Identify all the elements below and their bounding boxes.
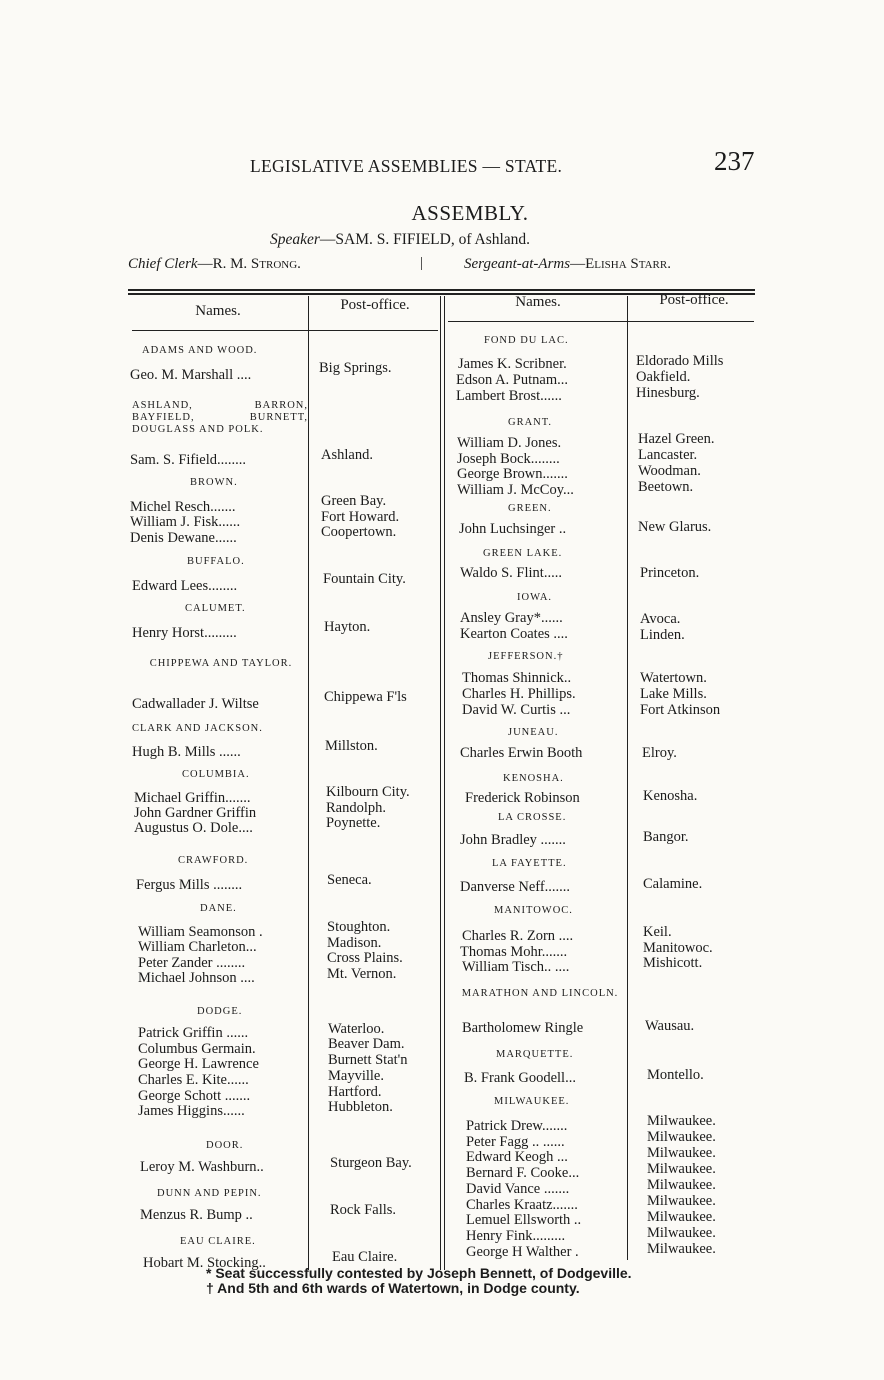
member-name: Thomas Mohr....... <box>460 944 568 960</box>
member-post-office: Milwaukee. <box>647 1241 716 1257</box>
member-post-office: Watertown. <box>640 670 707 686</box>
footnote-watertown-wards: † And 5th and 6th wards of Watertown, in Dodge county. <box>206 1280 580 1296</box>
member-post-office: Milwaukee. <box>647 1209 716 1225</box>
sergeant-label: Sergeant-at-Arms <box>464 256 571 272</box>
member-post-office: Oakfield. <box>636 369 691 385</box>
member-name: B. Frank Goodell... <box>464 1070 576 1086</box>
county-heading: BROWN. <box>190 477 238 488</box>
county-heading: JEFFERSON.† <box>488 651 564 662</box>
member-post-office: Linden. <box>640 627 685 643</box>
county-heading: DODGE. <box>197 1006 243 1017</box>
member-name: George Brown....... <box>457 466 568 482</box>
county-heading: LA FAYETTE. <box>492 858 567 869</box>
center-divider-a <box>440 296 441 1270</box>
table-top-rule <box>128 289 755 291</box>
member-post-office: Stoughton. <box>327 919 391 935</box>
member-name: Henry Horst......... <box>132 625 237 641</box>
member-post-office: Lancaster. <box>638 447 698 463</box>
member-name: Columbus Germain. <box>138 1041 256 1057</box>
member-name: James K. Scribner. <box>458 356 567 372</box>
officers-separator: | <box>420 255 424 271</box>
county-heading: BUFFALO. <box>187 556 245 567</box>
county-heading: IOWA. <box>517 592 553 603</box>
county-heading: CALUMET. <box>185 603 246 614</box>
member-name: Michael Griffin....... <box>134 790 251 806</box>
member-name: Charles Kraatz....... <box>466 1197 578 1213</box>
left-names-header: Names. <box>195 303 241 319</box>
chief-clerk-name: R. M. Strong. <box>212 256 301 272</box>
member-name: George H Walther . <box>466 1244 579 1260</box>
speaker-dash: — <box>319 231 336 248</box>
member-post-office: Beetown. <box>638 479 694 495</box>
member-name: Henry Fink......... <box>466 1228 566 1244</box>
member-post-office: Milwaukee. <box>647 1225 716 1241</box>
county-heading: ASHLAND, BARRON, BAYFIELD, BURNETT, DOUGLASS AND POLK. <box>132 400 308 435</box>
county-heading: EAU CLAIRE. <box>180 1236 256 1247</box>
member-name: Peter Fagg .. ...... <box>466 1134 565 1150</box>
header-bottom-rule-right <box>448 321 754 322</box>
member-name: Hugh B. Mills ...... <box>132 744 241 760</box>
member-post-office: Fort Howard. <box>321 509 400 525</box>
member-post-office: Hayton. <box>324 619 371 635</box>
member-name: Thomas Shinnick.. <box>462 670 572 686</box>
member-name: David W. Curtis ... <box>462 702 571 718</box>
member-post-office: Mishicott. <box>643 955 703 971</box>
member-post-office: Elroy. <box>642 745 677 761</box>
member-post-office: Coopertown. <box>321 524 397 540</box>
member-name: Leroy M. Washburn.. <box>140 1159 264 1175</box>
member-post-office: Hubbleton. <box>328 1099 393 1115</box>
member-post-office: Milwaukee. <box>647 1129 716 1145</box>
member-post-office: Montello. <box>647 1067 704 1083</box>
member-post-office: Ashland. <box>321 447 373 463</box>
member-name: Menzus R. Bump .. <box>140 1207 253 1223</box>
county-heading: DANE. <box>200 903 237 914</box>
member-name: Denis Dewane...... <box>130 530 237 546</box>
county-heading: CRAWFORD. <box>178 855 249 866</box>
county-heading: MARQUETTE. <box>496 1049 574 1060</box>
member-name: Kearton Coates .... <box>460 626 568 642</box>
county-heading: JUNEAU. <box>508 727 559 738</box>
member-post-office: Waterloo. <box>328 1021 385 1037</box>
officers-line: Chief Clerk—R. M. Strong. | Sergeant-at-Arms—Elisha Starr. <box>128 255 671 272</box>
speaker-text: SAM. S. FIFIELD, of Ashland. <box>335 231 531 248</box>
member-name: Peter Zander ........ <box>138 955 246 971</box>
member-post-office: Cross Plains. <box>327 950 403 966</box>
member-post-office: Millston. <box>325 738 378 754</box>
member-post-office: Mt. Vernon. <box>327 966 397 982</box>
member-post-office: Woodman. <box>638 463 701 479</box>
member-name: Bartholomew Ringle <box>462 1020 584 1036</box>
member-post-office: Hartford. <box>328 1084 382 1100</box>
right-names-header: Names. <box>515 294 561 310</box>
right-po-header: Post-office. <box>659 292 729 308</box>
member-post-office: Green Bay. <box>321 493 387 509</box>
member-name: Augustus O. Dole.... <box>134 820 253 836</box>
member-name: Sam. S. Fifield........ <box>130 452 247 468</box>
member-post-office: Milwaukee. <box>647 1145 716 1161</box>
county-heading: COLUMBIA. <box>182 769 250 780</box>
member-name: Joseph Bock........ <box>457 451 560 467</box>
member-post-office: Keil. <box>643 924 672 940</box>
member-name: John Bradley ....... <box>460 832 566 848</box>
member-name: Charles E. Kite...... <box>138 1072 249 1088</box>
member-post-office: Avoca. <box>640 611 681 627</box>
member-post-office: Randolph. <box>326 800 387 816</box>
center-divider-b <box>444 296 445 1270</box>
member-post-office: Bangor. <box>643 829 689 845</box>
member-post-office: Eldorado Mills <box>636 353 724 369</box>
footnotes <box>206 1266 632 1296</box>
member-name: Lemuel Ellsworth .. <box>466 1212 582 1228</box>
member-name: Fergus Mills ........ <box>136 877 243 893</box>
member-post-office: Milwaukee. <box>647 1161 716 1177</box>
header-bottom-rule-left <box>132 330 438 331</box>
member-name: Frederick Robinson <box>465 790 580 806</box>
member-name: Michel Resch....... <box>130 499 236 515</box>
member-post-office: Seneca. <box>327 872 372 888</box>
member-post-office: Manitowoc. <box>643 940 713 956</box>
member-post-office: Fort Atkinson <box>640 702 721 718</box>
member-post-office: Poynette. <box>326 815 381 831</box>
member-post-office: Rock Falls. <box>330 1202 397 1218</box>
county-heading: KENOSHA. <box>503 773 564 784</box>
county-heading: GREEN. <box>508 503 552 514</box>
member-post-office: Princeton. <box>640 565 700 581</box>
member-name: William D. Jones. <box>457 435 562 451</box>
member-name: Lambert Brost...... <box>456 388 562 404</box>
page-number: 237 <box>714 146 755 176</box>
member-post-office: Chippewa F'ls <box>324 689 407 705</box>
member-post-office: Hinesburg. <box>636 385 700 401</box>
member-name: William J. Fisk...... <box>130 514 241 530</box>
member-name: Danverse Neff....... <box>460 879 571 895</box>
speaker-line <box>270 231 530 249</box>
member-post-office: Beaver Dam. <box>328 1036 405 1052</box>
member-post-office: Kenosha. <box>643 788 698 804</box>
member-post-office: Madison. <box>327 935 382 951</box>
member-name: Michael Johnson .... <box>138 970 255 986</box>
county-heading: LA CROSSE. <box>498 812 567 823</box>
county-heading: DOOR. <box>206 1140 244 1151</box>
member-post-office: Eau Claire. <box>332 1249 398 1265</box>
member-name: Bernard F. Cooke... <box>466 1165 580 1181</box>
member-post-office: Milwaukee. <box>647 1113 716 1129</box>
sergeant-name: Elisha Starr. <box>585 256 671 272</box>
member-post-office: Mayville. <box>328 1068 384 1084</box>
member-name: George H. Lawrence <box>138 1056 259 1072</box>
member-name: Hobart M. Stocking.. <box>143 1255 266 1271</box>
member-post-office: Fountain City. <box>323 571 406 587</box>
member-post-office: Kilbourn City. <box>326 784 410 800</box>
member-name: William Tisch.. .... <box>462 959 570 975</box>
member-name: Geo. M. Marshall .... <box>130 367 252 383</box>
member-post-office: Hazel Green. <box>638 431 715 447</box>
footnote-seat-contested: * Seat successfully contested by Joseph Bennett, of Dodgeville. <box>206 1265 632 1281</box>
member-post-office: Wausau. <box>645 1018 695 1034</box>
county-heading: MANITOWOC. <box>494 905 573 916</box>
member-name: William Seamonson . <box>138 924 263 940</box>
member-name: Charles H. Phillips. <box>462 686 576 702</box>
speaker-label: Speaker <box>270 231 320 248</box>
member-name: James Higgins...... <box>138 1103 245 1119</box>
right-column-divider <box>627 296 628 1260</box>
member-post-office: Calamine. <box>643 876 703 892</box>
member-name: William J. McCoy... <box>457 482 574 498</box>
county-heading: MILWAUKEE. <box>494 1096 570 1107</box>
member-name: John Luchsinger .. <box>459 521 567 537</box>
running-head: LEGISLATIVE ASSEMBLIES — STATE. <box>250 156 563 176</box>
member-post-office: Burnett Stat'n <box>328 1052 408 1068</box>
county-heading: CHIPPEWA AND TAYLOR. <box>149 658 293 669</box>
member-name: Patrick Drew....... <box>466 1118 568 1134</box>
member-name: Patrick Griffin ...... <box>138 1025 249 1041</box>
county-heading: FOND DU LAC. <box>484 335 569 346</box>
member-name: Charles R. Zorn .... <box>462 928 574 944</box>
member-name: Edson A. Putnam... <box>456 372 568 388</box>
member-name: George Schott ....... <box>138 1088 251 1104</box>
member-name: Edward Keogh ... <box>466 1149 568 1165</box>
county-heading: MARATHON AND LINCOLN. <box>461 988 619 999</box>
member-name: Charles Erwin Booth <box>460 745 583 761</box>
chief-clerk-label: Chief Clerk <box>128 256 198 272</box>
member-name: William Charleton... <box>138 939 257 955</box>
county-heading: GREEN LAKE. <box>483 548 563 559</box>
section-title: ASSEMBLY. <box>411 201 529 225</box>
county-heading: DUNN AND PEPIN. <box>157 1188 262 1199</box>
county-heading: ADAMS AND WOOD. <box>142 345 258 356</box>
member-name: David Vance ....... <box>466 1181 570 1197</box>
left-column-divider <box>308 296 309 1270</box>
member-name: Waldo S. Flint..... <box>460 565 562 581</box>
county-heading: CLARK AND JACKSON. <box>132 723 263 734</box>
county-heading: GRANT. <box>508 417 553 428</box>
member-post-office: Lake Mills. <box>640 686 707 702</box>
member-name: Edward Lees........ <box>132 578 238 594</box>
member-name: John Gardner Griffin <box>134 805 257 821</box>
member-post-office: New Glarus. <box>638 519 712 535</box>
member-post-office: Milwaukee. <box>647 1193 716 1209</box>
member-post-office: Milwaukee. <box>647 1177 716 1193</box>
member-name: Cadwallader J. Wiltse <box>132 696 259 712</box>
sergeant-at-arms: Sergeant-at-Arms—Elisha Starr. <box>464 256 671 272</box>
left-po-header: Post-office. <box>340 297 410 313</box>
member-name: Ansley Gray*...... <box>460 610 563 626</box>
member-post-office: Big Springs. <box>319 360 392 376</box>
member-post-office: Sturgeon Bay. <box>330 1155 412 1171</box>
